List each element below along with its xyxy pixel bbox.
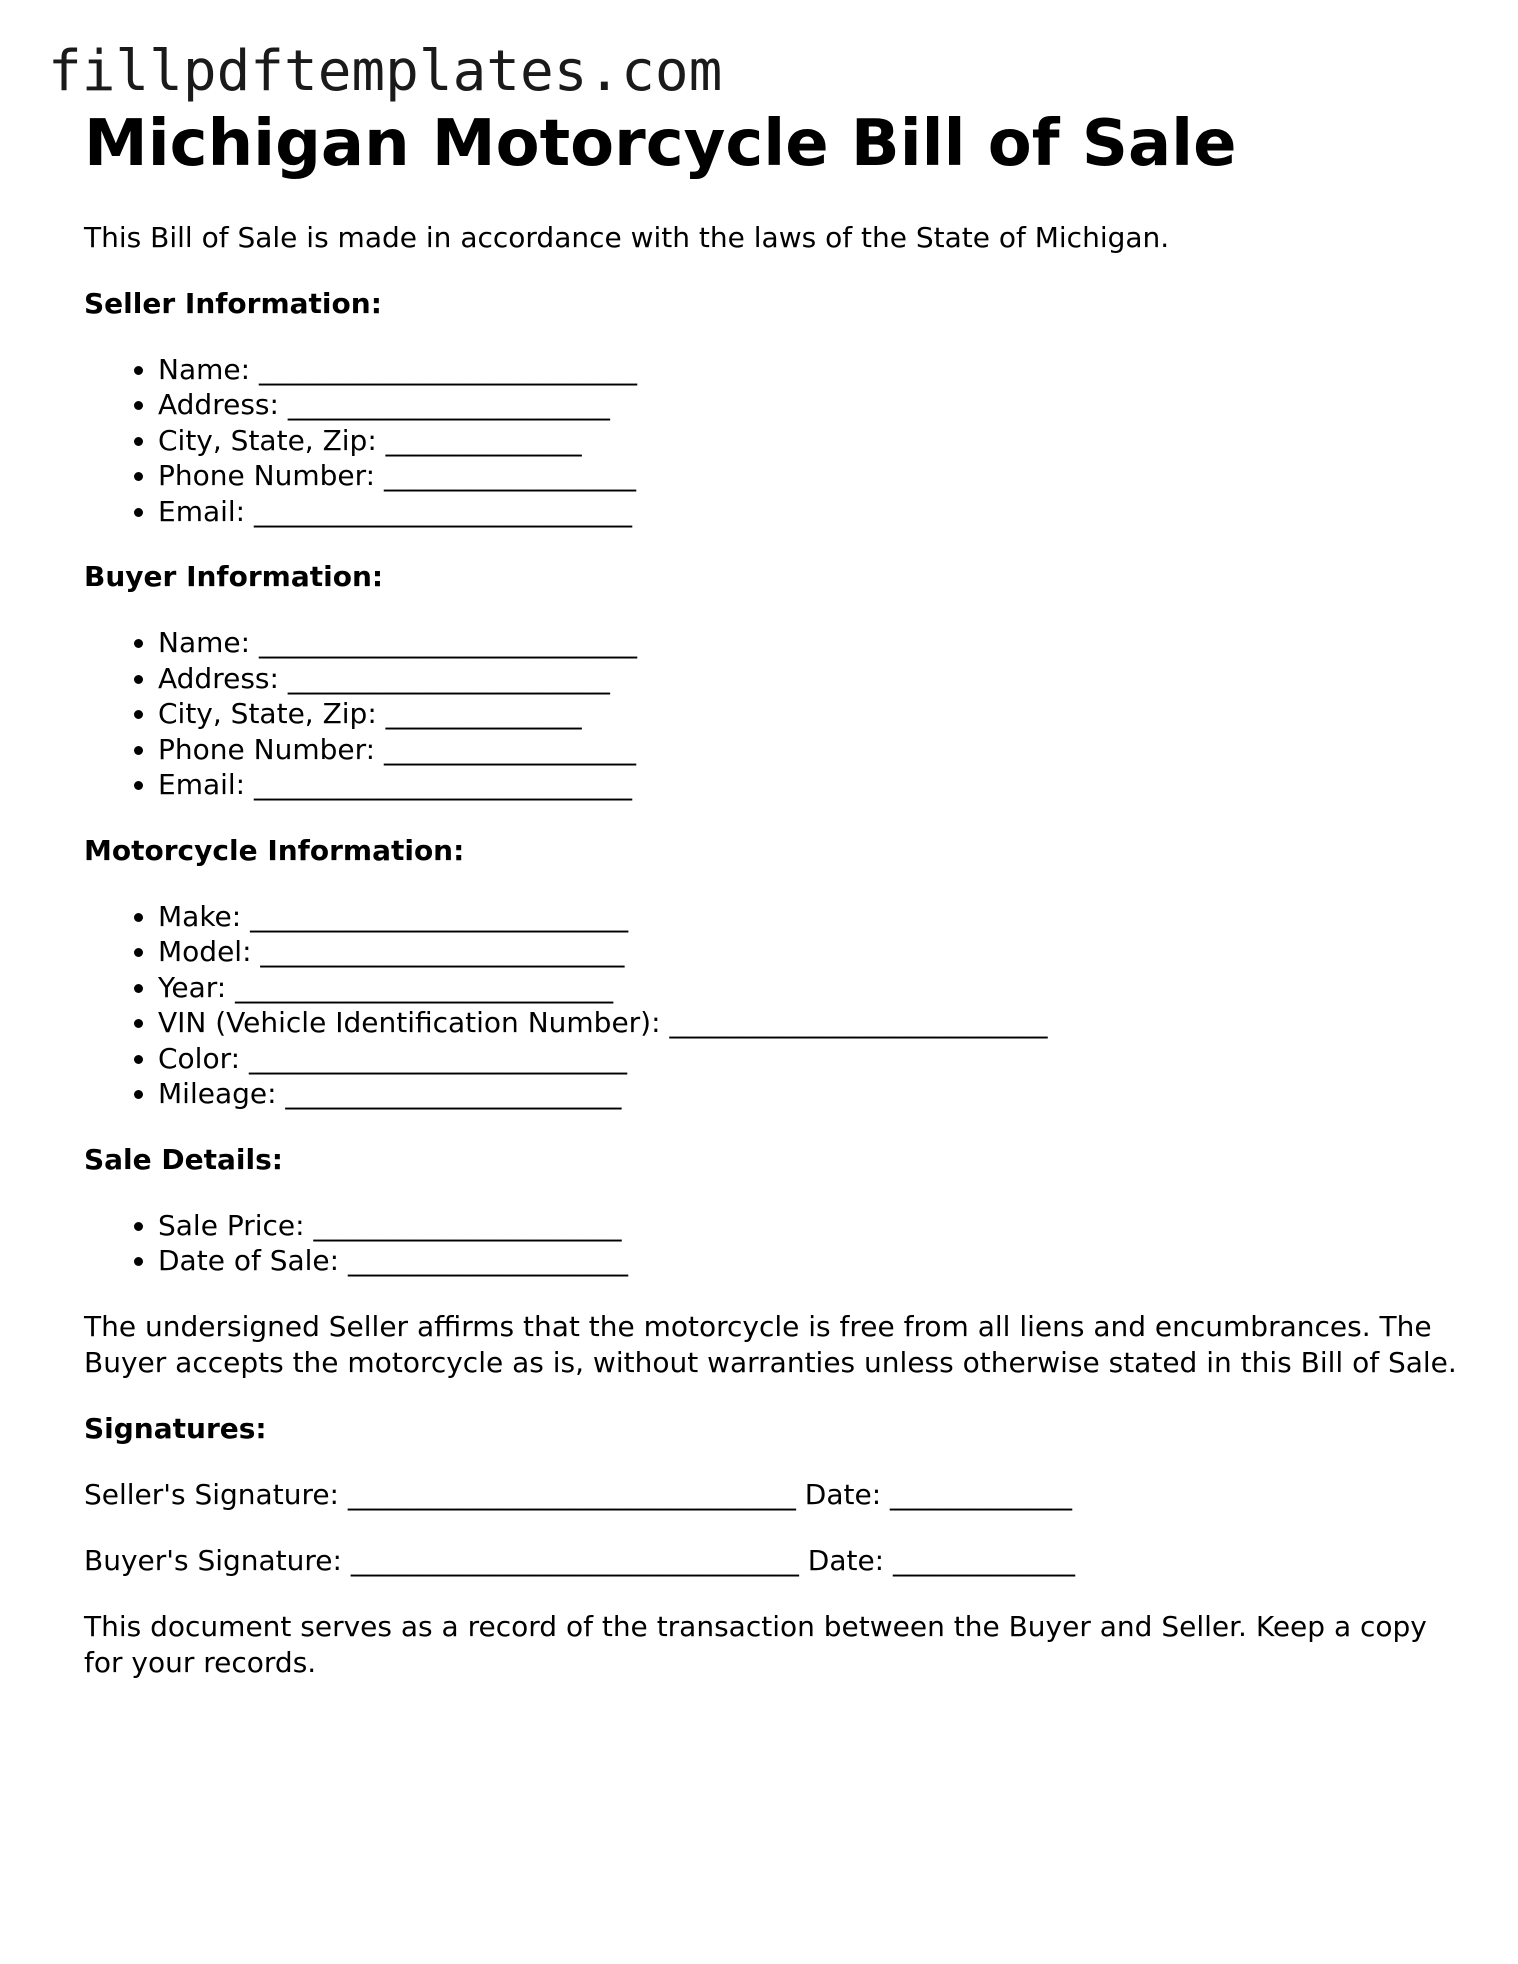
seller-signature-line: Seller's Signature: ________________________________ Date: _____________ [84,1477,1073,1511]
seller-city-field: • City, State, Zip: ______________ [158,423,1464,459]
motorcycle-color-field: • Color: ___________________________ [158,1041,1464,1077]
buyer-phone-field: • Phone Number: __________________ [158,732,1464,768]
motorcycle-model-field: • Model: __________________________ [158,934,1464,970]
buyer-address-field: • Address: _______________________ [158,661,1464,697]
seller-address-field: • Address: _______________________ [158,387,1464,423]
motorcycle-heading: Motorcycle Information: [84,833,465,867]
motorcycle-vin-field: • VIN (Vehicle Identification Number): ___________________________ [158,1005,1464,1041]
buyer-heading: Buyer Information: [84,560,384,594]
seller-email-field: • Email: ___________________________ [158,494,1464,530]
seller-heading: Seller Information: [84,286,382,320]
document-title: Michigan Motorcycle Bill of Sale [84,107,1237,181]
buyer-email-field: • Email: ___________________________ [158,767,1464,803]
motorcycle-year-field: • Year: ___________________________ [158,970,1464,1006]
sale-heading: Sale Details: [84,1142,283,1176]
seller-name-field: • Name: ___________________________ [158,352,1464,388]
buyer-city-field: • City, State, Zip: ______________ [158,696,1464,732]
seller-list [84,352,1464,530]
closing-text: This document serves as a record of the transaction between the Buyer and Seller. Keep a copy for your records. [84,1609,1427,1679]
buyer-list [84,625,1464,803]
buyer-signature-line: Buyer's Signature: ________________________________ Date: _____________ [84,1543,1076,1577]
watermark: fillpdftemplates.com [48,39,723,104]
motorcycle-list [84,899,1464,1112]
sale-list [84,1208,1464,1279]
buyer-name-field: • Name: ___________________________ [158,625,1464,661]
sale-date-field: • Date of Sale: ____________________ [158,1243,1464,1279]
document-page [84,108,1464,1681]
motorcycle-mileage-field: • Mileage: ________________________ [158,1076,1464,1112]
signatures-heading: Signatures: [84,1411,267,1445]
affirmation-text: The undersigned Seller affirms that the motorcycle is free from all liens and encumbrances. The Buyer accepts the motorcycle as is, without warranties unless otherwise stated in this Bill of Sale. [84,1309,1457,1379]
seller-phone-field: • Phone Number: __________________ [158,458,1464,494]
intro-text: This Bill of Sale is made in accordance with the laws of the State of Michigan. [84,220,1170,254]
sale-price-field: • Sale Price: ______________________ [158,1208,1464,1244]
motorcycle-make-field: • Make: ___________________________ [158,899,1464,935]
